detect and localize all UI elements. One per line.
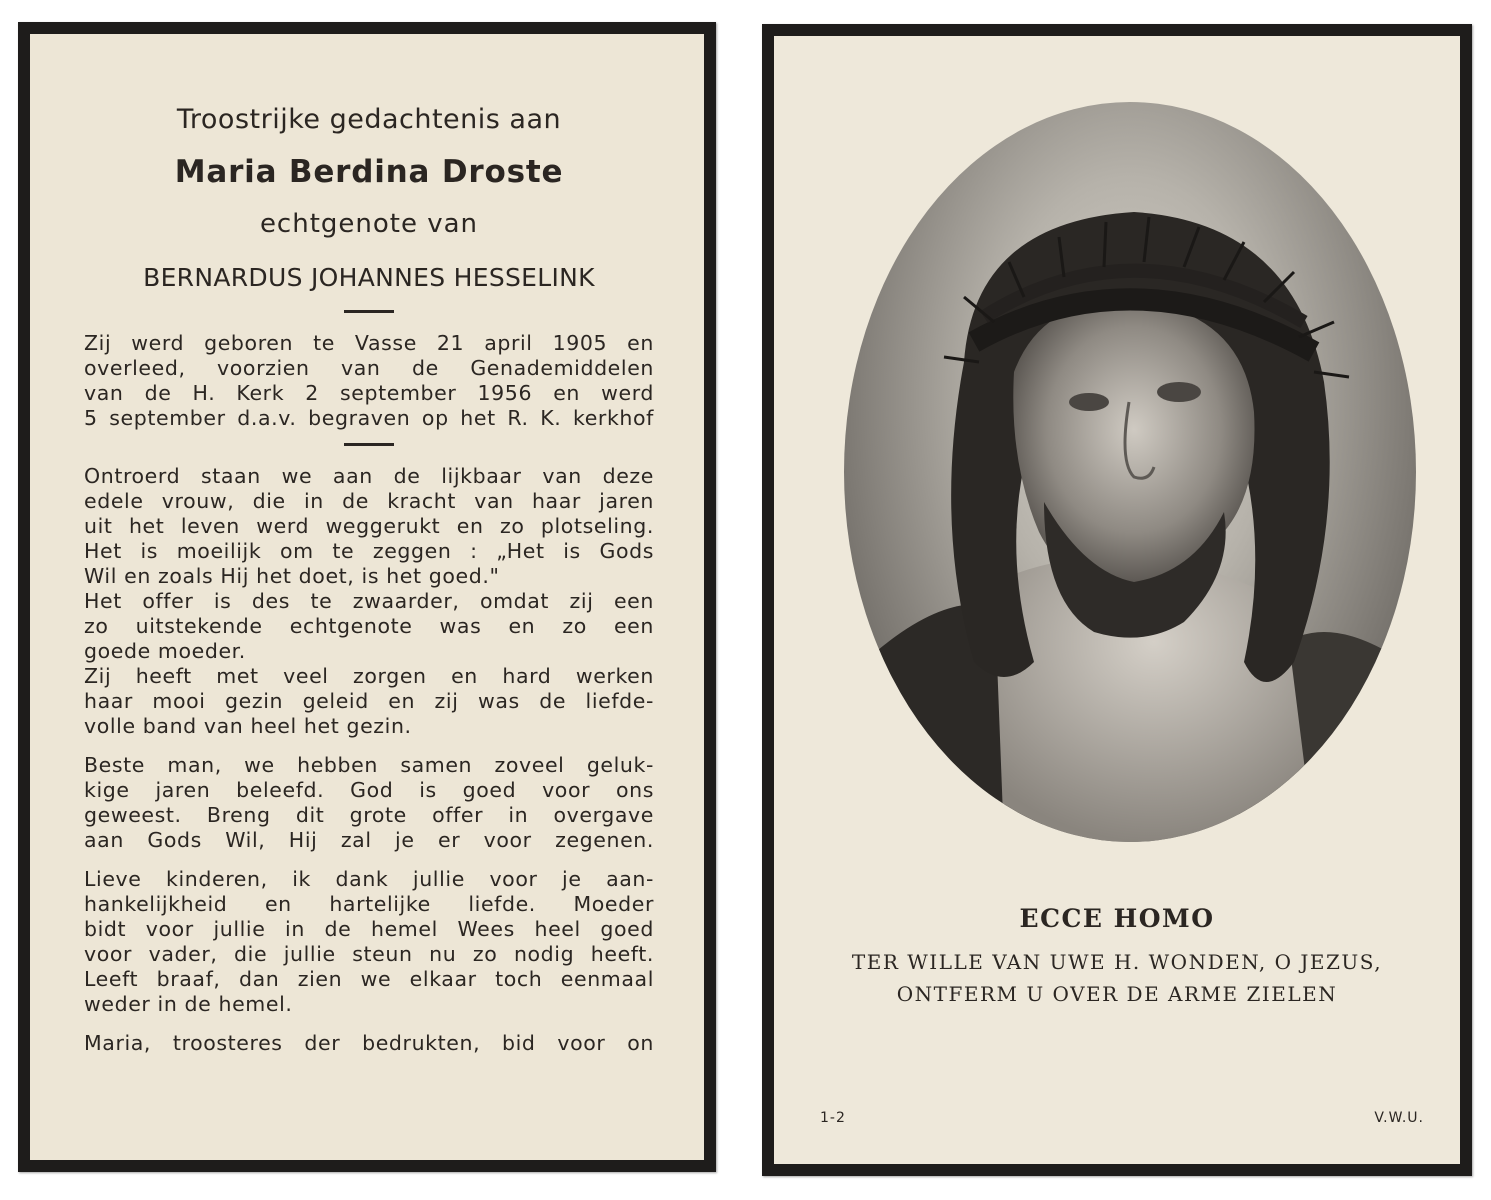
text-line: geweest. Breng dit grote offer in overgave [84, 803, 654, 827]
text-line: hankelijkheid en hartelijke liefde. Moeder [84, 892, 654, 916]
text-line: Wil en zoals Hij het doet, is het goed." [84, 564, 500, 588]
portrait-illustration [844, 102, 1416, 842]
text-line: Lieve kinderen, ik dank jullie voor je aan- [84, 867, 654, 891]
text-line: Ontroerd staan we aan de lijkbaar van deze [84, 464, 654, 488]
memorial-card-text [18, 22, 716, 1172]
divider [344, 443, 394, 446]
husband-name: BERNARDUS JOHANNES HESSELINK [143, 263, 595, 292]
text-line: bidt voor jullie in de hemel Wees heel goed [84, 917, 654, 941]
text-line: haar mooi gezin geleid en zij was de liefde- [84, 689, 654, 713]
text-line: Het is moeilijk om te zeggen : „Het is Gods [84, 539, 654, 563]
text-line: weder in de hemel. [84, 992, 293, 1016]
text-line: Maria, troosteres der bedrukten, bid voor on [84, 1031, 654, 1055]
text-line: voor vader, die jullie steun nu zo nodig heeft. [84, 942, 654, 966]
text-line: goede moeder. [84, 639, 246, 663]
text-line: Beste man, we hebben samen zoveel geluk- [84, 753, 654, 777]
text-line: Zij heeft met veel zorgen en hard werken [84, 664, 654, 688]
text-line: van de H. Kerk 2 september 1956 en werd [84, 381, 654, 405]
text-line: aan Gods Wil, Hij zal je er voor zegenen. [84, 828, 654, 852]
text-line: overleed, voorzien van de Genademiddelen [84, 356, 654, 380]
publisher-mark: V.W.U. [1374, 1110, 1424, 1126]
text-line: zo uitstekende echtgenote was en zo een [84, 614, 654, 638]
text-line: uit het leven werd weggerukt en zo plotseling. [84, 514, 654, 538]
memorial-card-image [762, 24, 1472, 1176]
text-line: kige jaren beleefd. God is goed voor ons [84, 778, 654, 802]
text-line: 5 september d.a.v. begraven op het R. K. kerkhof [84, 406, 654, 430]
memorial-paragraph-1 [84, 464, 654, 739]
relation-text: echtgenote van [259, 209, 479, 239]
closing-prayer [84, 1031, 654, 1056]
card-text-body [84, 82, 654, 1056]
caption-line-2: ONTFERM U OVER DE ARME ZIELEN [896, 982, 1338, 1006]
print-number: 1-2 [820, 1110, 846, 1126]
memorial-paragraph-3 [84, 867, 654, 1017]
deceased-name: Maria Berdina Droste [174, 154, 564, 190]
memorial-paragraph-2 [84, 753, 654, 853]
intro-heading: Troostrijke gedachtenis aan [176, 104, 562, 135]
divider [344, 310, 394, 313]
text-line: volle band van heel het gezin. [84, 714, 412, 738]
text-line: Leeft braaf, dan zien we elkaar toch eenmaal [84, 967, 654, 991]
caption-title: ECCE HOMO [1019, 904, 1215, 933]
text-line: edele vrouw, die in de kracht van haar jaren [84, 489, 654, 513]
ecce-homo-portrait [844, 102, 1416, 842]
caption-line-1: TER WILLE VAN UWE H. WONDEN, O JEZUS, [851, 950, 1383, 974]
birth-death-paragraph [84, 331, 654, 431]
text-line: Het offer is des te zwaarder, omdat zij een [84, 589, 654, 613]
text-line: Zij werd geboren te Vasse 21 april 1905 en [84, 331, 654, 355]
